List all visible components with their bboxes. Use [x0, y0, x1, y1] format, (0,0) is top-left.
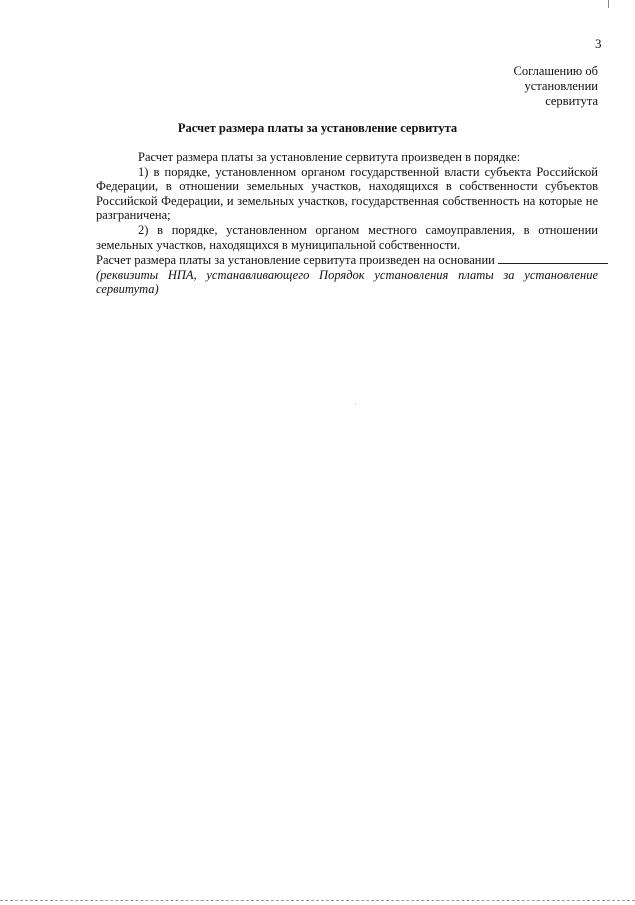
- npa-note: (реквизиты НПА, устанавливающего Порядок установления платы за установление сервитута): [96, 267, 598, 297]
- basis-paragraph: [96, 252, 598, 268]
- document-title: Расчет размера платы за установление сервитута: [177, 121, 458, 135]
- appendix-reference: [458, 64, 598, 109]
- scan-speck: [355, 403, 356, 404]
- item-2-paragraph: 2) в порядке, установленном органом местного самоуправления, в отношении земельных участков, находящихся в муниципальной собственности.: [96, 222, 598, 252]
- scan-bottom-edge: [0, 900, 635, 902]
- scan-corner-mark: [608, 0, 609, 8]
- document-body: [96, 150, 598, 297]
- basis-text: Расчет размера платы за установление сервитута произведен на основании: [96, 253, 495, 268]
- intro-paragraph: Расчет размера платы за установление сервитута произведен в порядке:: [138, 150, 521, 164]
- item-1-paragraph: 1) в порядке, установленном органом государственной власти субъекта Российской Федерации, в отношении земельных участков, находящихся в собственности субъектов Российской Федерации, и земельных участков, государственная собственность на которые не разграничена;: [96, 164, 598, 223]
- appendix-line-3: сервитута: [545, 94, 598, 108]
- appendix-line-2: установлении: [524, 79, 598, 93]
- basis-blank-field[interactable]: [498, 252, 608, 264]
- appendix-line-1: Соглашению об: [513, 64, 598, 78]
- page-number: 3: [595, 36, 602, 51]
